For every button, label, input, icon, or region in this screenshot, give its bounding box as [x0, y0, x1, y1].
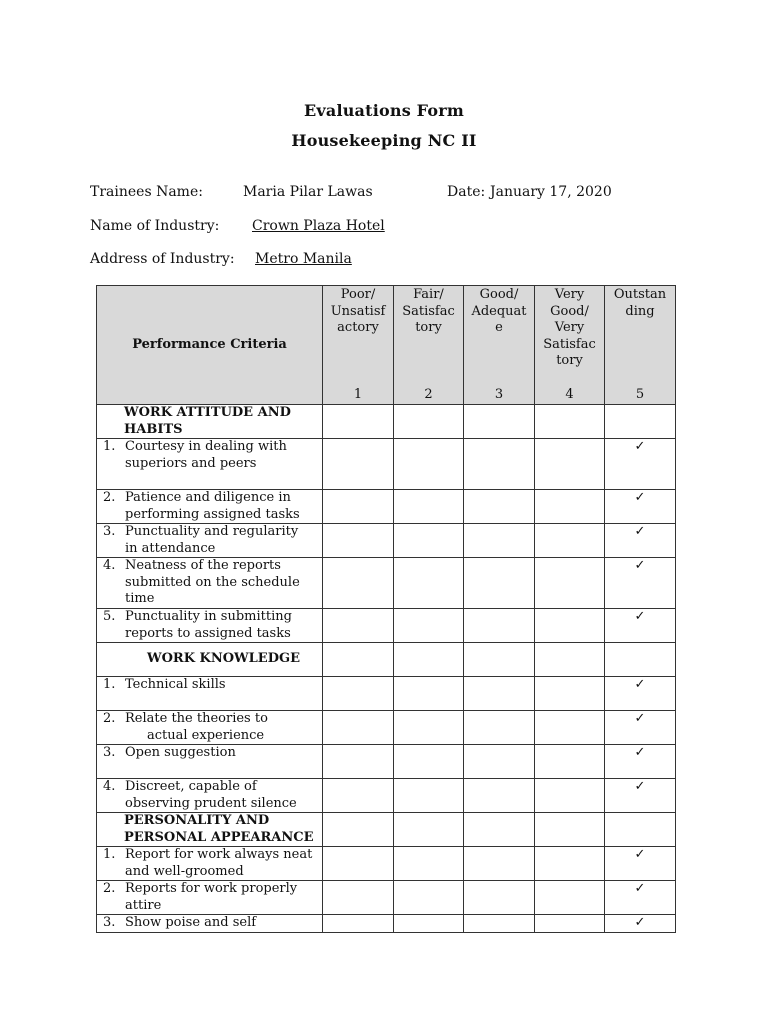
date-value: January 17, 2020	[490, 184, 612, 200]
criteria-item	[97, 779, 323, 813]
criteria-text-line: actual experience	[147, 727, 265, 743]
criteria-number: 1.	[103, 847, 116, 862]
check-mark-icon: ✓	[634, 609, 646, 624]
trainee-name-label: Trainees Name:	[90, 184, 203, 200]
rating-cell-3[interactable]	[464, 915, 535, 933]
rating-cell-3[interactable]	[464, 711, 535, 745]
rating-cell-2[interactable]	[394, 524, 464, 558]
rating-cell-1[interactable]	[323, 881, 394, 915]
form-subtitle: Housekeeping NC II	[291, 131, 477, 150]
check-mark-icon: ✓	[634, 490, 646, 505]
empty-cell	[323, 813, 394, 847]
empty-cell	[535, 643, 605, 677]
criteria-text-line: reports to assigned tasks	[125, 625, 291, 641]
criteria-item	[97, 881, 323, 915]
rating-cell-3[interactable]	[464, 609, 535, 643]
rating-cell-5[interactable]	[605, 847, 676, 881]
criteria-row	[97, 677, 676, 711]
criteria-row	[97, 524, 676, 558]
criteria-number: 4.	[103, 558, 116, 573]
rating-header-4	[535, 286, 605, 405]
rating-cell-1[interactable]	[323, 609, 394, 643]
rating-label: Good/ Adequat e	[471, 287, 527, 335]
criteria-text-line: superiors and peers	[125, 455, 257, 471]
rating-cell-1[interactable]	[323, 524, 394, 558]
criteria-row	[97, 439, 676, 490]
rating-cell-2[interactable]	[394, 881, 464, 915]
empty-cell	[394, 813, 464, 847]
rating-cell-2[interactable]	[394, 609, 464, 643]
rating-header-1	[323, 286, 394, 405]
trainee-name-value: Maria Pilar Lawas	[243, 184, 373, 200]
rating-cell-2[interactable]	[394, 490, 464, 524]
rating-cell-1[interactable]	[323, 677, 394, 711]
rating-cell-3[interactable]	[464, 677, 535, 711]
form-title: Evaluations Form	[303, 101, 464, 120]
rating-cell-3[interactable]	[464, 439, 535, 490]
rating-cell-2[interactable]	[394, 439, 464, 490]
criteria-item	[97, 439, 323, 490]
criteria-row	[97, 915, 676, 933]
criteria-item	[97, 677, 323, 711]
criteria-text-line: Courtesy in dealing with	[125, 439, 287, 454]
rating-cell-4[interactable]	[535, 558, 605, 609]
criteria-row	[97, 779, 676, 813]
rating-cell-4[interactable]	[535, 881, 605, 915]
criteria-text-line: Reports for work properly	[125, 881, 298, 896]
criteria-text-line: attire	[125, 897, 162, 913]
rating-cell-5[interactable]	[605, 524, 676, 558]
criteria-text-line: Punctuality in submitting	[125, 609, 292, 624]
rating-cell-5[interactable]	[605, 711, 676, 745]
rating-cell-4[interactable]	[535, 915, 605, 933]
rating-cell-1[interactable]	[323, 779, 394, 813]
check-mark-icon: ✓	[634, 439, 646, 454]
check-mark-icon: ✓	[634, 881, 646, 896]
criteria-row	[97, 881, 676, 915]
rating-cell-2[interactable]	[394, 677, 464, 711]
criteria-text-line: Neatness of the reports	[125, 558, 281, 573]
criteria-number: 3.	[103, 524, 116, 539]
criteria-number: 1.	[103, 439, 116, 454]
industry-name-label: Name of Industry:	[90, 218, 220, 234]
check-mark-icon: ✓	[634, 711, 646, 726]
empty-cell	[323, 643, 394, 677]
criteria-row	[97, 558, 676, 609]
criteria-row	[97, 609, 676, 643]
check-mark-icon: ✓	[634, 745, 646, 760]
rating-cell-4[interactable]	[535, 677, 605, 711]
industry-address-label: Address of Industry:	[90, 251, 235, 267]
criteria-number: 1.	[103, 677, 116, 692]
section-row	[97, 813, 676, 847]
rating-cell-1[interactable]	[323, 915, 394, 933]
criteria-text-line: submitted on the schedule	[125, 574, 300, 590]
rating-cell-2[interactable]	[394, 779, 464, 813]
check-mark-icon: ✓	[634, 524, 646, 539]
check-mark-icon: ✓	[634, 558, 646, 573]
criteria-row	[97, 711, 676, 745]
rating-cell-3[interactable]	[464, 524, 535, 558]
empty-cell	[464, 405, 535, 439]
rating-cell-5[interactable]	[605, 439, 676, 490]
empty-cell	[394, 405, 464, 439]
rating-cell-4[interactable]	[535, 745, 605, 779]
evaluation-table	[96, 285, 676, 933]
rating-cell-5[interactable]	[605, 779, 676, 813]
rating-cell-3[interactable]	[464, 847, 535, 881]
rating-cell-3[interactable]	[464, 490, 535, 524]
criteria-text-line: Technical skills	[125, 677, 226, 692]
rating-cell-3[interactable]	[464, 558, 535, 609]
industry-name-value: Crown Plaza Hotel	[252, 218, 385, 234]
rating-cell-2[interactable]	[394, 745, 464, 779]
criteria-text-line: time	[125, 591, 155, 606]
rating-number: 4	[565, 386, 574, 402]
criteria-text-line: performing assigned tasks	[125, 506, 300, 522]
empty-cell	[323, 405, 394, 439]
criteria-row	[97, 745, 676, 779]
criteria-text-line: Show poise and self	[125, 915, 257, 930]
rating-number: 1	[353, 386, 363, 402]
check-mark-icon: ✓	[634, 915, 646, 930]
rating-label: Fair/ Satisfac tory	[402, 287, 455, 335]
criteria-number: 5.	[103, 609, 116, 624]
empty-cell	[464, 643, 535, 677]
rating-cell-5[interactable]	[605, 915, 676, 933]
rating-cell-5[interactable]	[605, 490, 676, 524]
criteria-number: 2.	[103, 881, 116, 896]
criteria-item	[97, 524, 323, 558]
criteria-item	[97, 558, 323, 609]
rating-cell-2[interactable]	[394, 847, 464, 881]
section-title: WORK ATTITUDE AND HABITS	[97, 405, 323, 439]
rating-header-3	[464, 286, 535, 405]
criteria-number: 4.	[103, 779, 116, 794]
check-mark-icon: ✓	[634, 677, 646, 692]
rating-cell-4[interactable]	[535, 524, 605, 558]
section-row	[97, 405, 676, 439]
check-mark-icon: ✓	[634, 779, 646, 794]
rating-cell-5[interactable]	[605, 677, 676, 711]
criteria-number: 2.	[103, 490, 116, 505]
rating-cell-4[interactable]	[535, 779, 605, 813]
rating-cell-5[interactable]	[605, 558, 676, 609]
criteria-number: 2.	[103, 711, 116, 726]
check-mark-icon: ✓	[634, 847, 646, 862]
industry-address-value: Metro Manila	[255, 251, 352, 267]
rating-label: Very Good/ Very Satisfac tory	[543, 287, 596, 368]
criteria-item	[97, 847, 323, 881]
criteria-text-line: in attendance	[125, 540, 216, 556]
criteria-number: 3.	[103, 915, 116, 930]
rating-cell-1[interactable]	[323, 439, 394, 490]
empty-cell	[464, 813, 535, 847]
performance-criteria-header: Performance Criteria	[97, 286, 323, 405]
rating-label: Outstan ding	[613, 287, 667, 319]
rating-cell-1[interactable]	[323, 711, 394, 745]
rating-header-2	[394, 286, 464, 405]
rating-cell-2[interactable]	[394, 711, 464, 745]
rating-cell-4[interactable]	[535, 439, 605, 490]
rating-cell-1[interactable]	[323, 490, 394, 524]
criteria-row	[97, 490, 676, 524]
empty-cell	[605, 643, 676, 677]
criteria-text-line: Report for work always neat	[125, 847, 313, 862]
section-title: WORK KNOWLEDGE	[97, 643, 323, 677]
criteria-number: 3.	[103, 745, 116, 760]
criteria-text-line: Punctuality and regularity	[125, 524, 299, 539]
criteria-text-line: Open suggestion	[125, 745, 236, 760]
empty-cell	[605, 405, 676, 439]
rating-cell-5[interactable]	[605, 745, 676, 779]
rating-cell-1[interactable]	[323, 745, 394, 779]
rating-cell-2[interactable]	[394, 915, 464, 933]
empty-cell	[535, 813, 605, 847]
section-row	[97, 643, 676, 677]
section-title: PERSONALITY AND PERSONAL APPEARANCE	[97, 813, 323, 847]
rating-cell-4[interactable]	[535, 490, 605, 524]
rating-cell-3[interactable]	[464, 745, 535, 779]
criteria-text-line: Patience and diligence in	[125, 490, 291, 505]
rating-cell-4[interactable]	[535, 847, 605, 881]
criteria-text-line: Relate the theories to	[125, 711, 268, 726]
criteria-item	[97, 745, 323, 779]
rating-cell-5[interactable]	[605, 609, 676, 643]
criteria-row	[97, 847, 676, 881]
empty-cell	[605, 813, 676, 847]
rating-cell-1[interactable]	[323, 847, 394, 881]
criteria-item	[97, 609, 323, 643]
rating-cell-1[interactable]	[323, 558, 394, 609]
date-label: Date:	[447, 184, 486, 200]
rating-number: 5	[635, 386, 645, 402]
rating-cell-3[interactable]	[464, 881, 535, 915]
table-header-row	[97, 286, 676, 405]
rating-cell-2[interactable]	[394, 558, 464, 609]
rating-number: 3	[494, 386, 504, 402]
criteria-text-line: Discreet, capable of	[125, 779, 257, 794]
rating-cell-4[interactable]	[535, 711, 605, 745]
criteria-text-line: observing prudent silence	[125, 795, 297, 811]
criteria-item	[97, 490, 323, 524]
rating-cell-5[interactable]	[605, 881, 676, 915]
empty-cell	[394, 643, 464, 677]
rating-cell-4[interactable]	[535, 609, 605, 643]
empty-cell	[535, 405, 605, 439]
rating-cell-3[interactable]	[464, 779, 535, 813]
criteria-item	[97, 915, 323, 933]
rating-header-5	[605, 286, 676, 405]
rating-number: 2	[424, 386, 433, 402]
criteria-item	[97, 711, 323, 745]
criteria-text-line: and well-groomed	[125, 863, 244, 879]
rating-label: Poor/ Unsatisf actory	[330, 287, 386, 335]
